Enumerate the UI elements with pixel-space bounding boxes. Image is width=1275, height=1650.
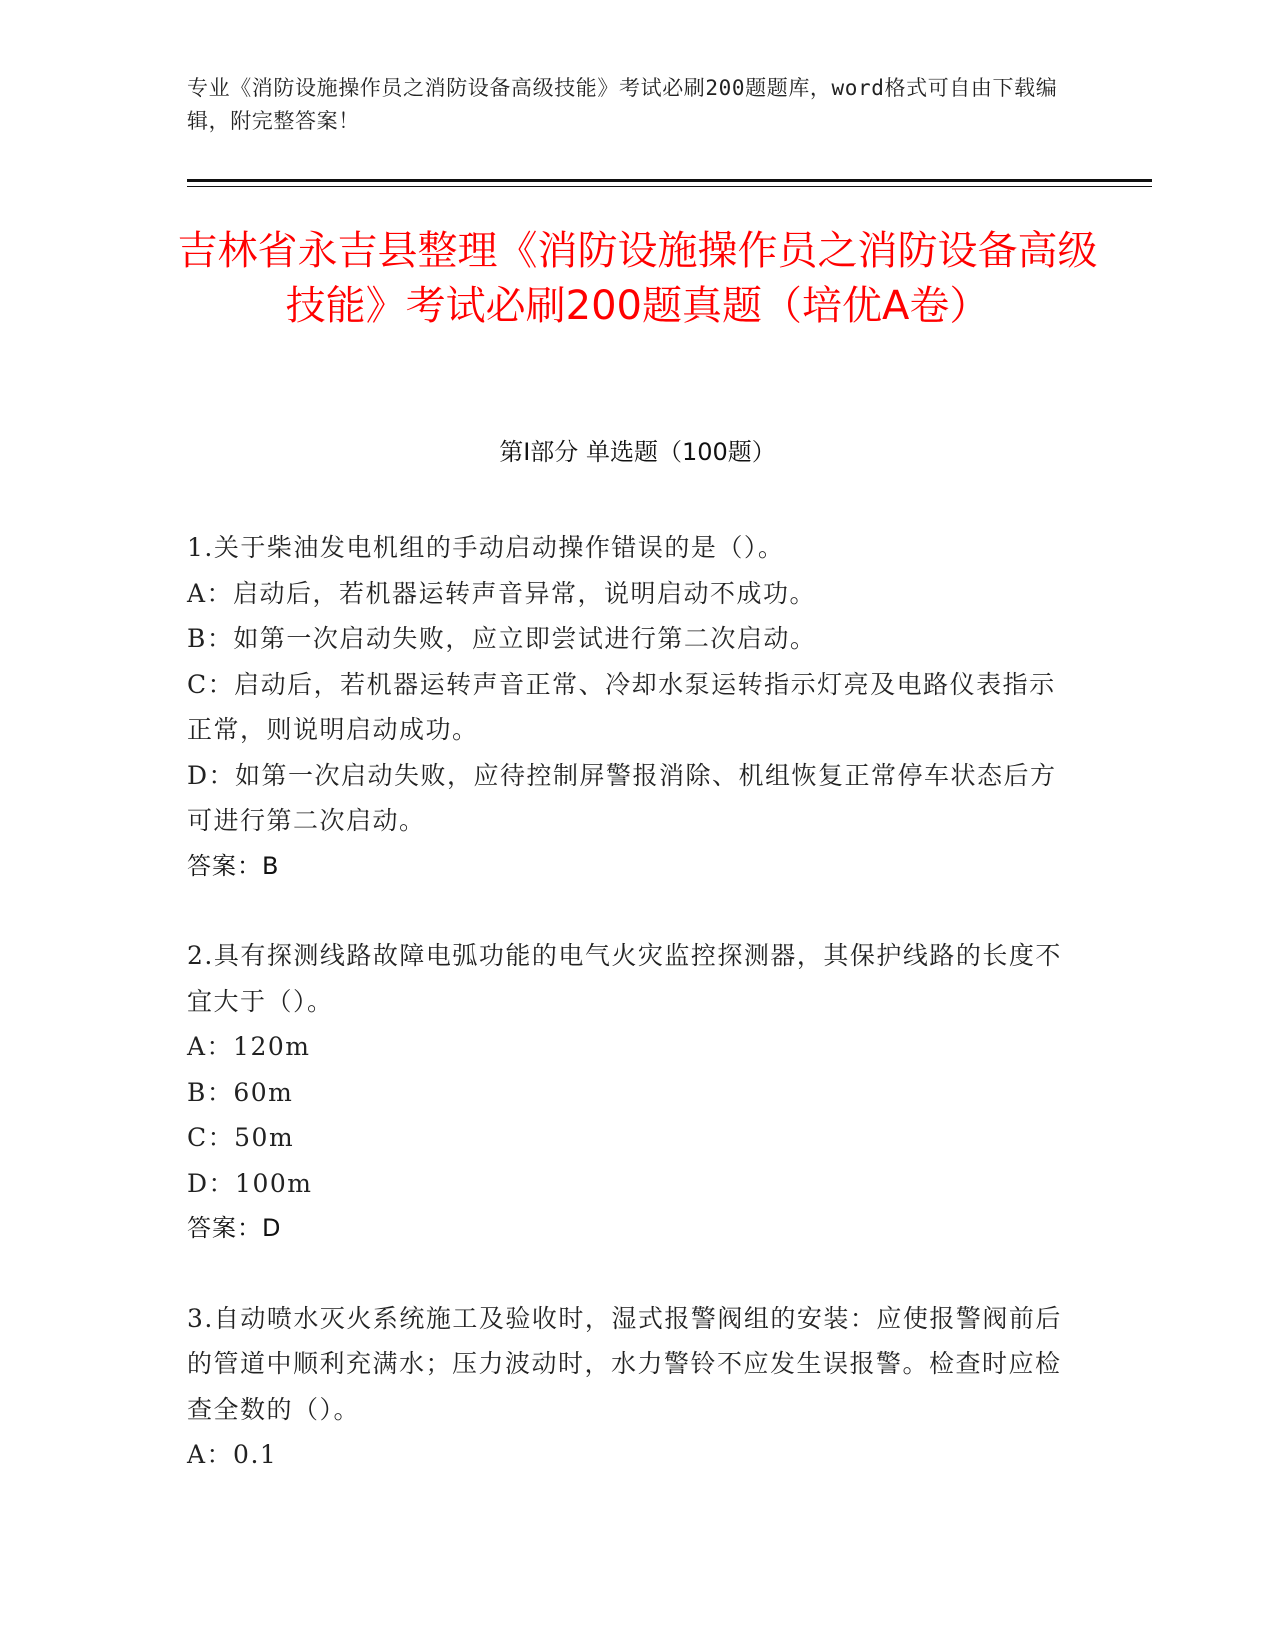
header-note: 专业《消防设施操作员之消防设备高级技能》考试必刷200题题库，word格式可自由下载编辑，附完整答案！ — [187, 76, 1058, 133]
header-rule-thick — [187, 179, 1152, 182]
option-b: B：60m — [187, 1077, 294, 1107]
header-rule-thin — [187, 186, 1152, 187]
question-3 — [187, 1296, 1077, 1478]
question-stem: 2.具有探测线路故障电弧功能的电气火灾监控探测器，其保护线路的长度不宜大于（）。 — [187, 941, 1062, 1016]
question-list — [187, 525, 1077, 1522]
option-c: C：50m — [187, 1123, 295, 1152]
section-title: 第I部分 单选题（100题） — [499, 438, 776, 466]
option-b: B：如第一次启动失败，应立即尝试进行第二次启动。 — [187, 624, 817, 653]
option-d: D：100m — [187, 1168, 313, 1198]
option-a: A：启动后，若机器运转声音异常，说明启动不成功。 — [187, 578, 817, 608]
document-title: 吉林省永吉县整理《消防设施操作员之消防设备高级技能》考试必刷200题真题（培优A卷） — [177, 228, 1098, 329]
answer-label: 答案：B — [187, 851, 280, 880]
option-d: D：如第一次启动失败，应待控制屏警报消除、机组恢复正常停车状态后方可进行第二次启动。 — [187, 760, 1057, 835]
question-1 — [187, 525, 1077, 889]
option-c: C：启动后，若机器运转声音正常、冷却水泵运转指示灯亮及电路仪表指示正常，则说明启动成功。 — [187, 669, 1056, 744]
question-stem: 3.自动喷水灭火系统施工及验收时，湿式报警阀组的安装：应使报警阀前后的管道中顺利充满水；压力波动时，水力警铃不应发生误报警。检查时应检查全数的（）。 — [187, 1303, 1062, 1424]
question-stem: 1.关于柴油发电机组的手动启动操作错误的是（）。 — [187, 533, 785, 562]
option-a: A：120m — [187, 1032, 311, 1061]
option-a: A：0.1 — [187, 1440, 278, 1469]
question-2 — [187, 933, 1077, 1252]
answer-label: 答案：D — [187, 1214, 282, 1242]
